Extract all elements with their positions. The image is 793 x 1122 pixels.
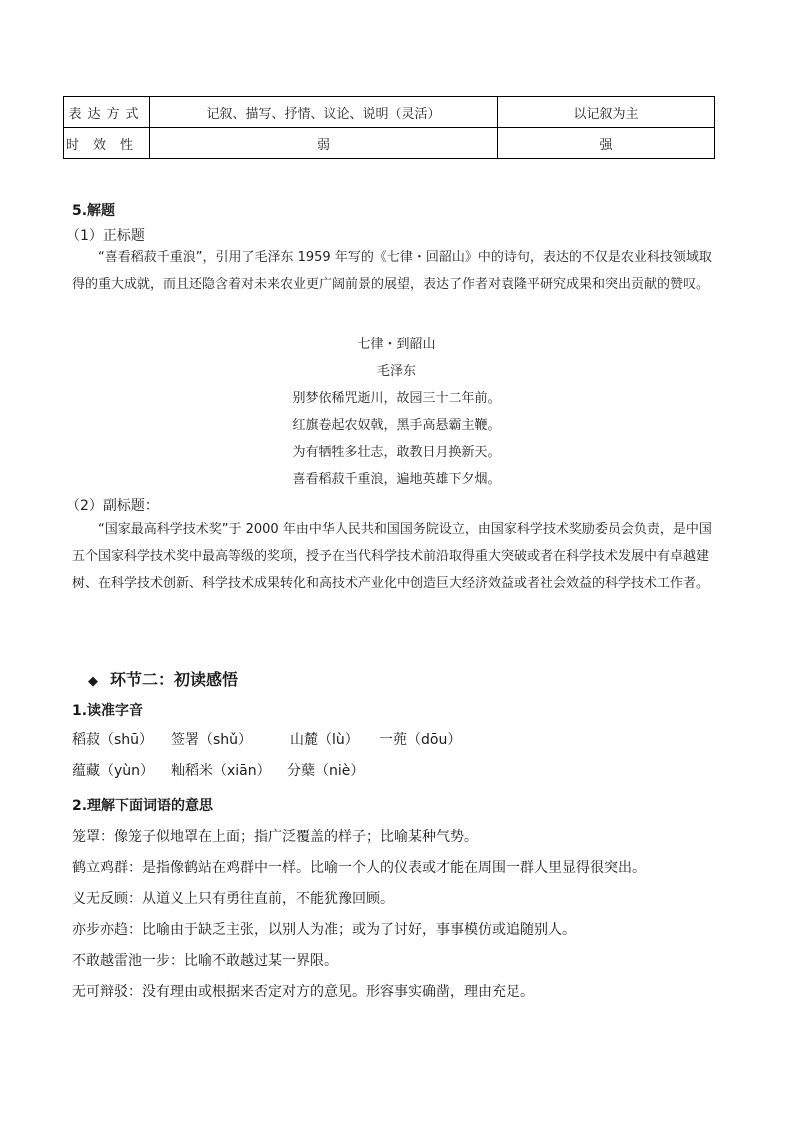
table-cell: 以记叙为主 xyxy=(498,97,715,128)
meaning-item: 不敢越雷池一步：比喻不敢越过某一界限。 xyxy=(72,953,338,969)
pronounce-item: 山麓（lù） xyxy=(290,732,359,748)
table-cell: 弱 xyxy=(150,128,498,159)
paragraph: “国家最高科学技术奖”于 2000 年由中华人民共和国国务院设立，由国家科学技术奖励委员会负责，是中国五个国家科学技术奖中最高等级的奖项，授予在当代科学技术前沿取得重大突破或者在科学技术发展中有卓越建树、在科学技术创新、科学技术成果转化和高技术产业化中创造巨大经济效益或者社会效益的科学技术工作者。 xyxy=(72,522,712,591)
row-label: 时效性 xyxy=(64,128,150,159)
table-row xyxy=(64,97,715,128)
poem-line: 红旗卷起农奴戟，黑手高悬霸主鞭。 xyxy=(292,418,501,433)
pronounce-item: 蕴藏（yùn） xyxy=(72,763,155,779)
sub-heading: 2.理解下面词语的意思 xyxy=(72,798,214,814)
pronounce-item: 分蘖（niè） xyxy=(287,763,365,779)
table-cell: 记叙、描写、抒情、议论、说明（灵活） xyxy=(150,97,498,128)
meaning-item: 笼罩：像笼子似地罩在上面；指广泛覆盖的样子；比喻某种气势。 xyxy=(72,829,478,845)
poem-line: 为有牺牲多壮志，敢教日月换新天。 xyxy=(292,445,501,460)
meaning-item: 亦步亦趋：比喻由于缺乏主张，以别人为准；或为了讨好，事事模仿或追随别人。 xyxy=(72,922,576,938)
table-cell: 强 xyxy=(498,128,715,159)
pronounce-item: 籼稻米（xiān） xyxy=(171,763,271,779)
sub-heading: 1.读准字音 xyxy=(72,703,144,719)
poem-line: 别梦依稀咒逝川，故园三十二年前。 xyxy=(292,391,501,406)
meaning-item: 义无反顾：从道义上只有勇往直前，不能犹豫回顾。 xyxy=(72,891,394,907)
table-row xyxy=(64,128,715,159)
meaning-item: 无可辩驳：没有理由或根据来否定对方的意见。形容事实确凿，理由充足。 xyxy=(72,984,534,1000)
meaning-item: 鹤立鸡群：是指像鹤站在鸡群中一样。比喻一个人的仪表或才能在周围一群人里显得很突出。 xyxy=(72,860,646,876)
sub-heading: （1）正标题 xyxy=(66,228,145,244)
pronounce-item: 签署（shǔ） xyxy=(171,732,253,748)
pronounce-item: 一蔸（dōu） xyxy=(379,732,462,748)
row-label: 表达方式 xyxy=(64,97,150,128)
sub-heading: （2）副标题： xyxy=(66,498,159,514)
poem-line: 喜看稻菽千重浪，遍地英雄下夕烟。 xyxy=(292,472,501,487)
paragraph: “喜看稻菽千重浪”，引用了毛泽东 1959 年写的《七律・回韶山》中的诗句，表达的不仅是农业科技领域取得的重大成就，而且还隐含着对未来农业更广阔前景的展望，表达了作者对袁隆平研究成果和突出贡献的赞叹。 xyxy=(72,250,712,292)
comparison-table xyxy=(63,96,715,159)
poem-author: 毛泽东 xyxy=(376,364,416,379)
pronounce-item: 稻菽（shū） xyxy=(72,732,154,748)
poem-title: 七律・到韶山 xyxy=(357,337,436,352)
section-heading xyxy=(88,667,238,690)
section-title: 环节二：初读感悟 xyxy=(110,670,239,689)
diamond-bullet-icon: ◆ xyxy=(88,674,98,689)
section-heading: 5.解题 xyxy=(72,203,116,219)
